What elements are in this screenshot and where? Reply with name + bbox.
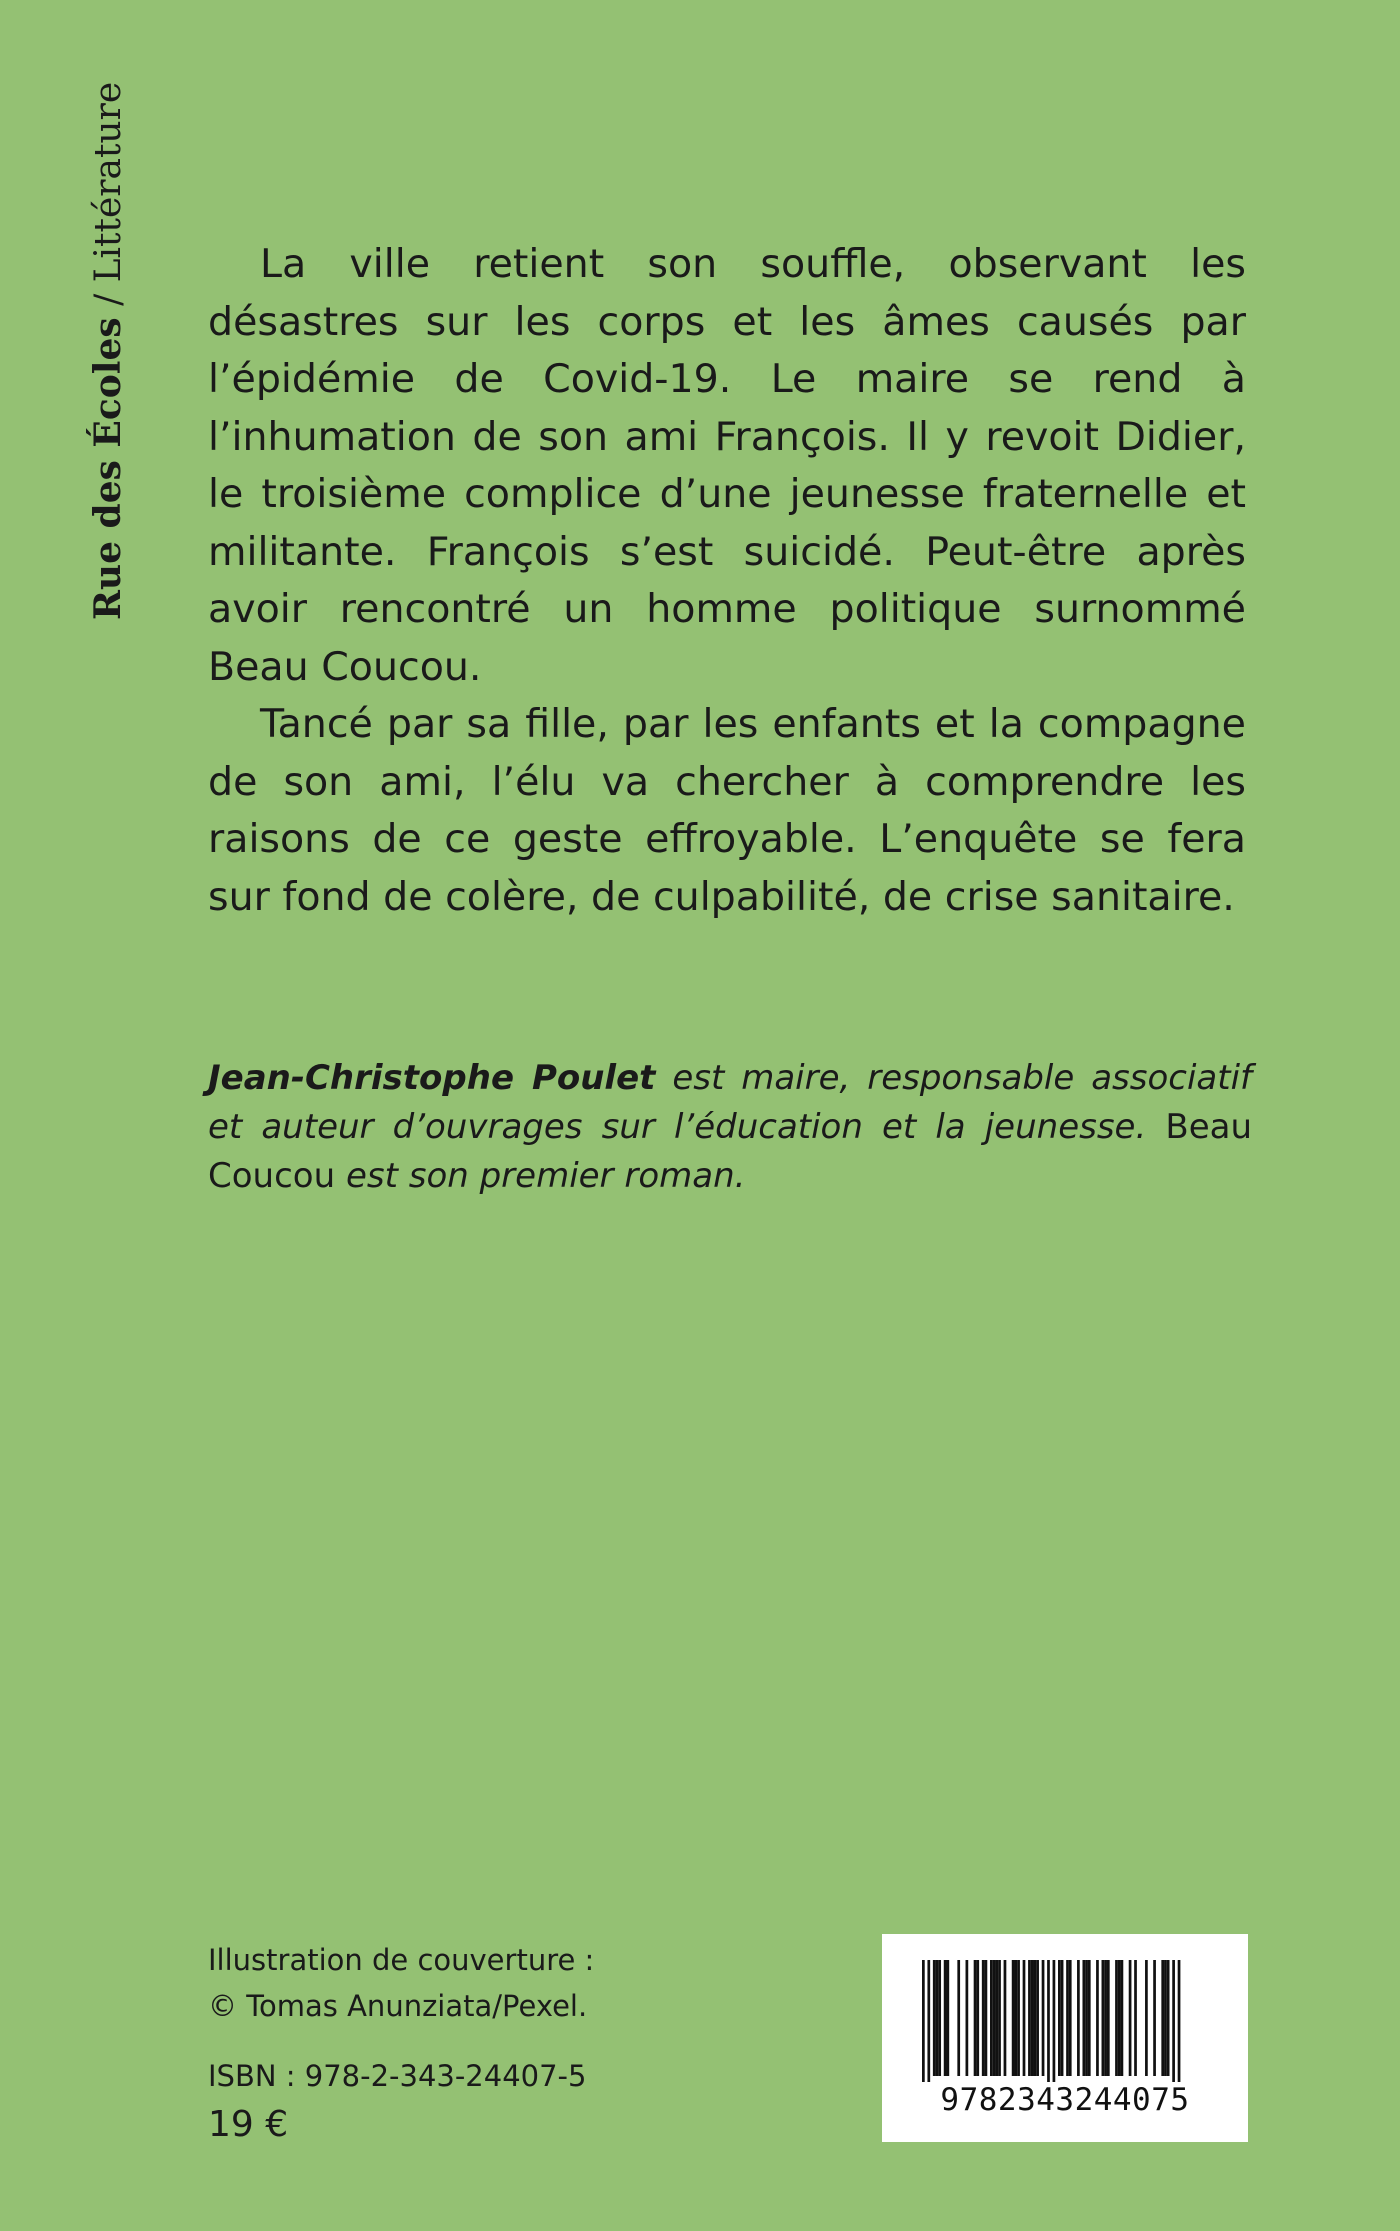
barcode-bar [1061,1960,1064,2076]
barcode-bar [1115,1960,1118,2076]
barcode-bar [1036,1960,1039,2076]
barcode-bar [1129,1960,1132,2076]
author-name: Jean-Christophe Poulet [208,1058,656,1098]
barcode-bar [927,1960,930,2082]
barcode-bar [946,1960,949,2076]
credits-line-2: © Tomas Anunziata/Pexel. [208,1989,588,2023]
barcode-bar [1069,1960,1072,2076]
blurb-paragraph-2: Tancé par sa fille, par les enfants et la compagne de son ami, l’élu va chercher à comprendre les raisons de ce geste effroyable. L’enquête se fera sur fond de colère, de culpabilité, de crise sanitaire. [208,701,1246,920]
barcode-bar [944,1960,947,2076]
barcode-digits: 9782343244075 [940,2082,1190,2118]
cover-credits [208,1937,808,2029]
series-name: Rue des Écoles [87,317,129,620]
book-title: Beau Coucou [208,1107,1252,1196]
barcode-bar [1085,1960,1088,2076]
barcode-bar [1096,1960,1099,2076]
spine-label [86,81,129,620]
barcode-bar [982,1960,985,2076]
back-cover-blurb [208,236,1246,926]
barcode-bar [1134,1960,1137,2076]
barcode [882,1934,1248,2142]
spine-text [86,81,131,620]
barcode-bar [1088,1960,1091,2076]
barcode-bar [933,1960,936,2076]
category-name: Littérature [88,81,129,283]
barcode-bar [1028,1960,1031,2076]
barcode-bar [1004,1960,1007,2076]
bio-text-2: est son premier roman. [345,1156,746,1196]
barcode-bar [1107,1960,1110,2076]
barcode-bar [922,1960,925,2082]
barcode-bar [1017,1960,1020,2076]
barcode-bar [1145,1960,1148,2076]
barcode-bar [1102,1960,1105,2076]
barcode-bar [1014,1960,1017,2076]
barcode-bar [1167,1960,1170,2076]
barcode-bar [974,1960,977,2076]
spine-separator: / [88,282,129,318]
barcode-bar [938,1960,941,2076]
barcode-bar [1164,1960,1167,2076]
isbn: ISBN : 978-2-343-24407-5 [208,2059,587,2093]
barcode-bar [1066,1960,1069,2076]
barcode-bar [995,1960,998,2076]
barcode-bar [1161,1960,1164,2076]
barcode-bar [1178,1960,1181,2082]
barcode-bar [966,1960,969,2076]
barcode-bar [1053,1960,1056,2082]
author-bio [208,1054,1252,1201]
barcode-bar [936,1960,939,2076]
barcode-bar [993,1960,996,2076]
barcode-bar [1012,1960,1015,2076]
barcode-bar [985,1960,988,2076]
barcode-bar [1031,1960,1034,2076]
barcode-bar [1058,1960,1061,2076]
barcode-bar [1153,1960,1156,2076]
barcode-bar [1023,1960,1026,2076]
barcode-bar [1042,1960,1045,2076]
barcode-bar [1104,1960,1107,2076]
barcode-bar [1047,1960,1050,2082]
price: 19 € [208,2104,289,2145]
bio-text-1: est maire, responsable associatif et auteur d’ouvrages sur l’éducation et la jeunesse. [208,1058,1252,1147]
barcode-bars [882,1934,1248,2084]
barcode-bar [990,1960,993,2076]
barcode-bar [1172,1960,1175,2082]
barcode-bar [1077,1960,1080,2076]
barcode-bar [1118,1960,1121,2076]
blurb-paragraph-1: La ville retient son souffle, observant les désastres sur les corps et les âmes causés par l’épidémie de Covid-19. Le maire se rend à l’inhumation de son ami François. Il y revoit Didier, le troisième complice d’une jeunesse fraternelle et militante. François s’est suicidé. Peut-être après avoir rencontré un homme politique surnommé Beau Coucou. [208,241,1246,690]
barcode-bar [998,1960,1001,2076]
barcode-bar [1082,1960,1085,2076]
barcode-bar [957,1960,960,2076]
barcode-bar [1034,1960,1037,2076]
credits-line-1: Illustration de couverture : [208,1943,595,1977]
barcode-bar [976,1960,979,2076]
barcode-bar [1121,1960,1124,2076]
